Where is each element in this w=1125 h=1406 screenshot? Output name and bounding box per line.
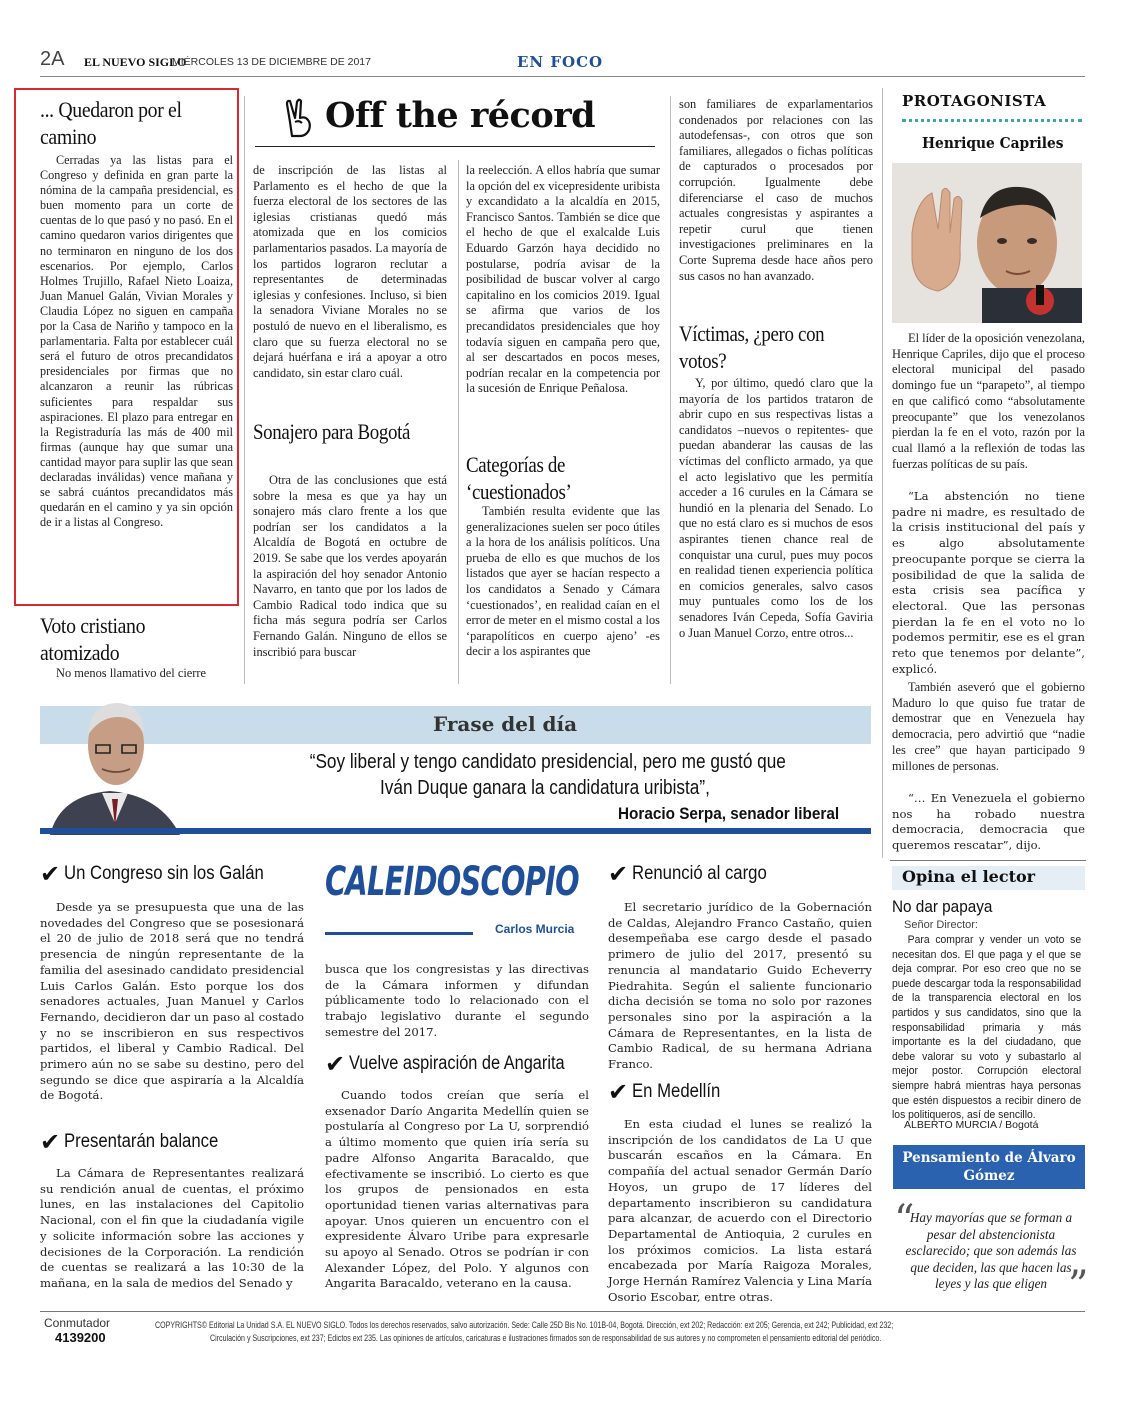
protagonista-rule <box>890 860 1086 861</box>
categorias-title: Categorías de ‘cuestionados’ <box>466 452 572 504</box>
opina-label: Opina el lector <box>902 867 1036 886</box>
balance-body: La Cámara de Representantes realizará su rendición anual de cuentas, el próximo lunes, en las instalaciones del Capitolio Nacional, con el fin que la ciudadanía vigile y solicite información sobre las acciones y decisiones de la Corporación. La rendición de cuentas se realizará a las 10:30 de la mañana, en la sala de medios del Senado y <box>40 1166 304 1290</box>
caleidoscopio-author: Carlos Murcia <box>495 922 575 936</box>
protagonista-p1: El líder de la oposición venezolana, Henrique Capriles, dijo que el proceso electoral municipal del pasado domingo fue un “parapeto”, al tiempo en que calificó como “absolutamente preocupante” que los venezolanos pierdan la fe en el voto, razón por la cual llamó a la reflexión de todas las fuerzas políticas de su país. <box>892 331 1085 471</box>
categorias-body: También resulta evidente que las generalizaciones suelen ser poco útiles a la hora de los análisis políticos. Una prueba de ello es que muchos de los listados que ayer se hacían respecto a los candidatos a Senado y Cámara ‘cuestionados’, en realidad caían en el error de meter en el mismo costal a los ‘parapolíticos en cuerpo ajeno’ -es decir a los aspirantes que <box>466 504 660 659</box>
victimas-title: Víctimas, ¿pero con votos? <box>679 321 825 373</box>
victimas-body: Y, por último, quedó claro que la mayoría de los partidos trataron de abrir cupo en sus respectivas listas a candidatos –nuevos o repitentes- que puedan abanderar las causas de las víctimas del conflicto armado, ya que el acto legislativo que les permitía acceder a 16 curules en la Cámara se hundió en la plenaria del Senado. Lo que no está claro es si muchos de esos aspirantes tienen chance real de conquistar una curul, pues muy pocos en realidad tienen experiencia política en comicios generales, salvo casos muy puntuales como los de los senadores Iván Cepeda, Sofía Gaviria o Juan Manuel Corzo, entre otros... <box>679 376 873 640</box>
quedaron-title: ... Quedaron por el camino <box>40 97 182 149</box>
col3-body: la reelección. A ellos habría que sumar la opción del ex vicepresidente uribista y excandidato a la alcaldía en 2015, Francisco Santos. También se dice que el hecho de que el exalcalde Luis Eduardo Garzón haya decidido no postularse, podría avisar de la posibilidad de buscar volver al cargo capitalino en los comicios 2019. Igual se afirma que varios de los precandidatos presidenciales que hoy todavía siguen en campaña pero que, al ser descartados en pocos meses, podrían recalar en la competencia por la sucesión de Enrique Peñalosa. <box>466 163 660 396</box>
checkmark-icon: ✔ <box>325 1050 346 1078</box>
balance-title: Presentarán balance <box>64 1131 219 1152</box>
frase-bottom-bar <box>40 828 871 834</box>
voto-title: Voto cristiano atomizado <box>40 613 146 665</box>
opina-salutation: Señor Director: <box>904 919 978 931</box>
off-record-title: Off the récord <box>325 95 596 136</box>
newspaper-name: EL NUEVO SIGLO <box>84 55 187 69</box>
galan-title: Un Congreso sin los Galán <box>64 863 264 884</box>
protagonista-label: PROTAGONISTA <box>902 92 1047 110</box>
open-quote-icon: “ <box>894 1197 915 1243</box>
section-label: EN FOCO <box>517 53 604 71</box>
medellin-heading <box>608 1080 732 1104</box>
renuncio-title: Renunció al cargo <box>632 863 767 884</box>
protagonista-p4: “… En Venezuela el gobierno nos ha robado nuestra democracia, democracia que queremos rescatar”, dijo. <box>892 791 1085 853</box>
caleidoscopio-body: busca que los congresistas y las directivas de la Cámara informen y difundan públicamente todo lo relacionado con el trabajo legislativo durante el segundo semestre del 2017. <box>325 962 589 1039</box>
pensamiento-quote: Hay mayorías que se forman a pesar del abstencionista esclarecido; que son además las que deciden, las que hacen las leyes y las que eligen <box>905 1210 1077 1292</box>
galan-heading <box>40 862 291 886</box>
conmutador-label: Conmutador <box>44 1316 111 1330</box>
medellin-body: En esta ciudad el lunes se realizó la inscripción de los candidatos de La U que buscarán escaños en la Cámara. En compañía del actual senador Germán Darío Hoyos, un grupo de 17 líderes del departamento inscribieron su candidatura para alcanzar, de acuerdo con el Directorio Departamental de Antioquia, 2 curules en los próximos comicios. La lista estará encabezada por María Raigoza Morales, Jorge Hernán Ramírez Valencia y Lina María Osorio Escobar, entre otras. <box>608 1117 872 1304</box>
sonajero-title: Sonajero para Bogotá <box>253 419 411 444</box>
dotted-divider <box>902 119 1082 122</box>
protagonista-name: Henrique Capriles <box>922 134 1064 152</box>
footer-line-2: Circulación y Suscripciones, ext 237; Edictos ext 235. Las opiniones de artículos, caricaturas e ilustraciones firmados son de responsabilidad de sus autores y no comprometen el pensamiento editorial del periódico. <box>210 1333 882 1343</box>
page-number: 2A <box>40 48 65 70</box>
frase-quote-1: “Soy liberal y tengo candidato presidencial, pero me gustó que <box>309 751 786 773</box>
opina-signature: ALBERTO MURCIA / Bogotá <box>904 1119 1039 1131</box>
close-quote-icon: ” <box>1068 1263 1089 1309</box>
frase-quote-2: Iván Duque ganara la candidatura uribista”, <box>380 777 710 799</box>
off-record-rule <box>255 146 655 147</box>
col-divider <box>244 96 245 684</box>
galan-body: Desde ya se presupuesta que una de las novedades del Congreso que se posesionará el 20 de julio de 2018 será que no tendrá presencia de ningún representante de la familia del asesinado candidato presidencial Luis Carlos Galán. Esto porque los dos senadores actuales, Juan Manuel y Carlos Fernando, decidieron dar un paso al costado y no se inscribieron en sus respectivos partidos, el liberal y Cambio Radical. Del primero aún no se sabe su destino, pero del segundo se dice que aspiraría a la Alcaldía de Bogotá. <box>40 900 304 1103</box>
medellin-title: En Medellín <box>632 1081 721 1102</box>
protagonista-p2: “La abstención no tiene padre ni madre, es resultado de la crisis institucional del país y es algo absolutamente preocupante porque se cierra la posibilidad de que la salida de esta crisis sea pacífica y electoral. Que las personas pierdan la fe en el voto no lo podemos permitir, ese es el gran reto que tenemos por delante”, explicó. <box>892 489 1085 676</box>
renuncio-body: El secretario jurídico de la Gobernación de Caldas, Alejandro Franco Castaño, quien desempeñaba ese cargo desde el pasado primero de julio del 2017, presentó su renuncia al mandatario Guido Echeverry Piedrahita. Según el saliente funcionario dicha decisión se toma no solo por razones personales sino por la aspiración a la Cámara de Representantes, en la lista de Cambio Radical, de su hermana Adriana Franco. <box>608 900 872 1072</box>
caleidoscopio-title: CALEIDOSCOPIO <box>325 859 579 905</box>
col-divider <box>670 96 671 684</box>
quedaron-body: Cerradas ya las listas para el Congreso y definida en gran parte la nómina de la campaña presidencial, es buen momento para un corte de cuentas de lo que pasó y no pasó. En el camino quedaron varios dirigentes que no terminaron en ninguno de los dos escenarios. Por ejemplo, Carlos Holmes Trujillo, Rafael Nieto Loaiza, Juan Manuel Galán, Vivian Morales y Claudia López no siguen en campaña por la Casa de Nariño y tampoco en la parlamentaria. Falta por establecer cuál será el futuro de otros precandidatos presidenciales por firmas que no alcanzaron a reunir las rúbricas suficientes para respaldar sus aspiraciones. El plazo para entregar en la Registraduría las más de 400 mil firmas (aunque hay que sumar una cantidad mayor para suplir las que sean declaradas inválidas) vence mañana y se sabrá cuántos precandidatos más quedarán en el camino y ya sin opción de ir a listas al Congreso. <box>40 153 233 530</box>
checkmark-icon: ✔ <box>40 1128 61 1156</box>
protagonista-p3: También aseveró que el gobierno Maduro lo que quiso fue tratar de demostrar que en Venezuela hay democracia, pero advirtió que “nadie les cree” que hayan participado 9 millones de personas. <box>892 680 1085 773</box>
opina-title: No dar papaya <box>892 897 993 916</box>
angarita-title: Vuelve aspiración de Angarita <box>349 1053 565 1074</box>
checkmark-icon: ✔ <box>608 860 629 888</box>
serpa-photo <box>40 695 190 835</box>
voto-body-2: de inscripción de las listas al Parlamento es el hecho de que la fuerza electoral de los sectores de las iglesias cristianas quedó más atomizada que en los comicios parlamentarios pasados. La mayoría de los partidos lograron reclutar a representantes de determinadas iglesias y confesiones. Incluso, si bien la senadora Viviane Morales no se postuló de nuevo en el liberalismo, es claro que su fuerza electoral no se dejará huérfana e irá a apoyar a otro candidato, sin estar claro cuál. <box>253 163 447 380</box>
col4-body: son familiares de exparlamentarios condenados por relaciones con las autodefensas-, con otros que son familiares, allegados o fichas políticas de capturados o procesados por corrupción. Igualmente debe diferenciarse el caso de muchos actuales congresistas y aspirantes a repetir curul que tienen investigaciones preliminares en la Corte Suprema desde hace años pero sus casos no han avanzado. <box>679 97 873 283</box>
col-divider <box>882 88 883 858</box>
conmutador-number: 4139200 <box>55 1330 106 1345</box>
renuncio-heading <box>608 862 785 886</box>
voto-body-1: No menos llamativo del cierre <box>56 666 207 680</box>
issue-date: MIÉRCOLES 13 DE DICIEMBRE DE 2017 <box>172 56 371 68</box>
footer-line-1: COPYRIGHTS© Editorial La Unidad S.A. EL NUEVO SIGLO. Todos los derechos reservados, salvo autorización. Sede: Calle 25D Bis No. 101B-04, Bogotá. Dirección, ext 202; Redacción: ext 205; Gerencia, ext 242; Publicidad, ext 232; <box>155 1320 894 1330</box>
caleidoscopio-rule <box>325 932 473 935</box>
angarita-body: Cuando todos creían que sería el exsenador Darío Angarita Medellín quien se postularía al Congreso por La U, sorprendió a último momento que quien iría sería su padre Alfonso Angarita Baracaldo, que efectivamente se inscribió. Lo cierto es que los grupos de pensionados en esta oportunidad tienen varias alternativas para apoyar. Unos quieren un encuentro con el expresidente Álvaro Uribe para expresarle su apoyo al Senado. Otros se podrían ir con Alexander López, del Polo. Y algunos con Angarita Baracaldo, veterano en la causa. <box>325 1088 589 1291</box>
opina-body: Para comprar y vender un voto se necesitan dos. El que paga y el que se deja comprar. Por eso creo que no se puede descargar toda la responsabilidad de la transparencia electoral en los partidos y sus candidatos, sino que la responsabilidad primaria y más importante es la del ciudadano, que debe valorar su voto y subastarlo al mejor postor. Corrupción electoral siempre habrá mientras haya personas que estén dispuestos a recibir dinero de los politiqueros, así de sencillo. <box>892 934 1082 1122</box>
pensamiento-label: Pensamiento de Álvaro Gómez <box>902 1150 1076 1184</box>
checkmark-icon: ✔ <box>608 1078 629 1106</box>
balance-heading <box>40 1130 239 1154</box>
frase-author: Horacio Serpa, senador liberal <box>618 804 840 823</box>
footer-rule <box>40 1311 1085 1312</box>
col-divider <box>458 160 459 684</box>
victory-hand-icon <box>283 98 315 138</box>
masthead-rule <box>40 76 1085 77</box>
angarita-heading <box>325 1052 600 1076</box>
frase-label: Frase del día <box>433 712 578 736</box>
checkmark-icon: ✔ <box>40 860 61 888</box>
sonajero-body: Otra de las conclusiones que está sobre la mesa es que ya hay un sonajero más claro frente a los que podrían ser los candidatos a la Alcaldía de Bogotá en octubre de 2019. Se sabe que los verdes apoyarán la aspiración del hoy senador Antonio Navarro, en tanto que por los lados de Cambio Radical todo indica que su ficha más segura podría ser Carlos Fernando Galán. Ninguno de ellos se inscribió para buscar <box>253 473 447 659</box>
capriles-photo <box>892 163 1082 323</box>
